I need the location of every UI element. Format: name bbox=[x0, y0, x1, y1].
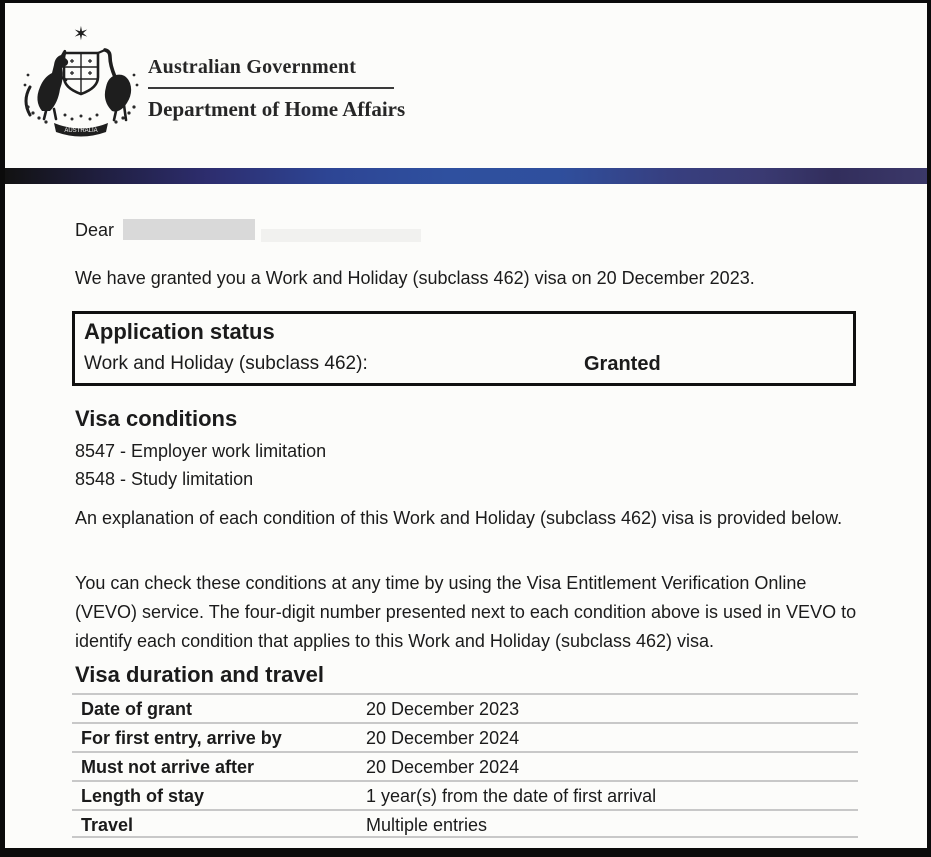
header-gradient-band bbox=[5, 168, 927, 184]
salutation-line bbox=[75, 219, 421, 242]
application-status-title: Application status bbox=[84, 319, 275, 344]
vevo-paragraph: You can check these conditions at any time by using the Visa Entitlement Verification Online (VEVO) service. The four-digit number presented next to each condition above is used in VEVO to identify each condition that applies to this Work and Holiday (subclass 462) visa. bbox=[75, 573, 857, 651]
condition-item: 8547 - Employer work limitation bbox=[75, 441, 327, 461]
row-value: 20 December 2024 bbox=[366, 728, 520, 748]
table-row bbox=[72, 722, 858, 751]
row-value: 20 December 2024 bbox=[366, 757, 520, 777]
visa-conditions-title: Visa conditions bbox=[75, 406, 238, 431]
letterhead bbox=[148, 56, 406, 122]
svg-text:✶: ✶ bbox=[73, 23, 89, 45]
row-label: Date of grant bbox=[81, 699, 193, 719]
condition-item: 8548 - Study limitation bbox=[75, 469, 254, 489]
visa-duration-table bbox=[72, 693, 858, 838]
salutation-text: Dear bbox=[75, 220, 115, 240]
australian-coat-of-arms-icon bbox=[20, 23, 142, 143]
visa-subclass-label: Work and Holiday (subclass 462): bbox=[84, 353, 368, 374]
visa-duration-title: Visa duration and travel bbox=[75, 662, 325, 687]
table-row bbox=[72, 780, 858, 809]
government-name: Australian Government bbox=[148, 56, 394, 89]
visa-conditions-section bbox=[75, 406, 870, 492]
conditions-explanation-paragraph: An explanation of each condition of this Work and Holiday (subclass 462) visa is provided below. bbox=[75, 508, 843, 528]
status-value: Granted bbox=[584, 353, 661, 375]
row-label: Length of stay bbox=[81, 786, 205, 806]
table-row bbox=[72, 809, 858, 838]
row-value: Multiple entries bbox=[366, 815, 488, 835]
row-label: Must not arrive after bbox=[81, 757, 255, 777]
application-status-box bbox=[72, 311, 856, 386]
department-name: Department of Home Affairs bbox=[148, 97, 406, 121]
row-label: For first entry, arrive by bbox=[81, 728, 282, 748]
row-value: 1 year(s) from the date of first arrival bbox=[366, 786, 657, 806]
row-value: 20 December 2023 bbox=[366, 699, 520, 719]
table-row bbox=[72, 693, 858, 722]
crest-banner-text: AUSTRALIA bbox=[64, 128, 98, 134]
table-row bbox=[72, 751, 858, 780]
redaction-smudge bbox=[261, 229, 421, 242]
application-status-row bbox=[84, 351, 844, 377]
grant-sentence: We have granted you a Work and Holiday (subclass 462) visa on 20 December 2023. bbox=[75, 268, 755, 288]
redacted-recipient-name bbox=[123, 219, 255, 240]
row-label: Travel bbox=[81, 815, 134, 835]
